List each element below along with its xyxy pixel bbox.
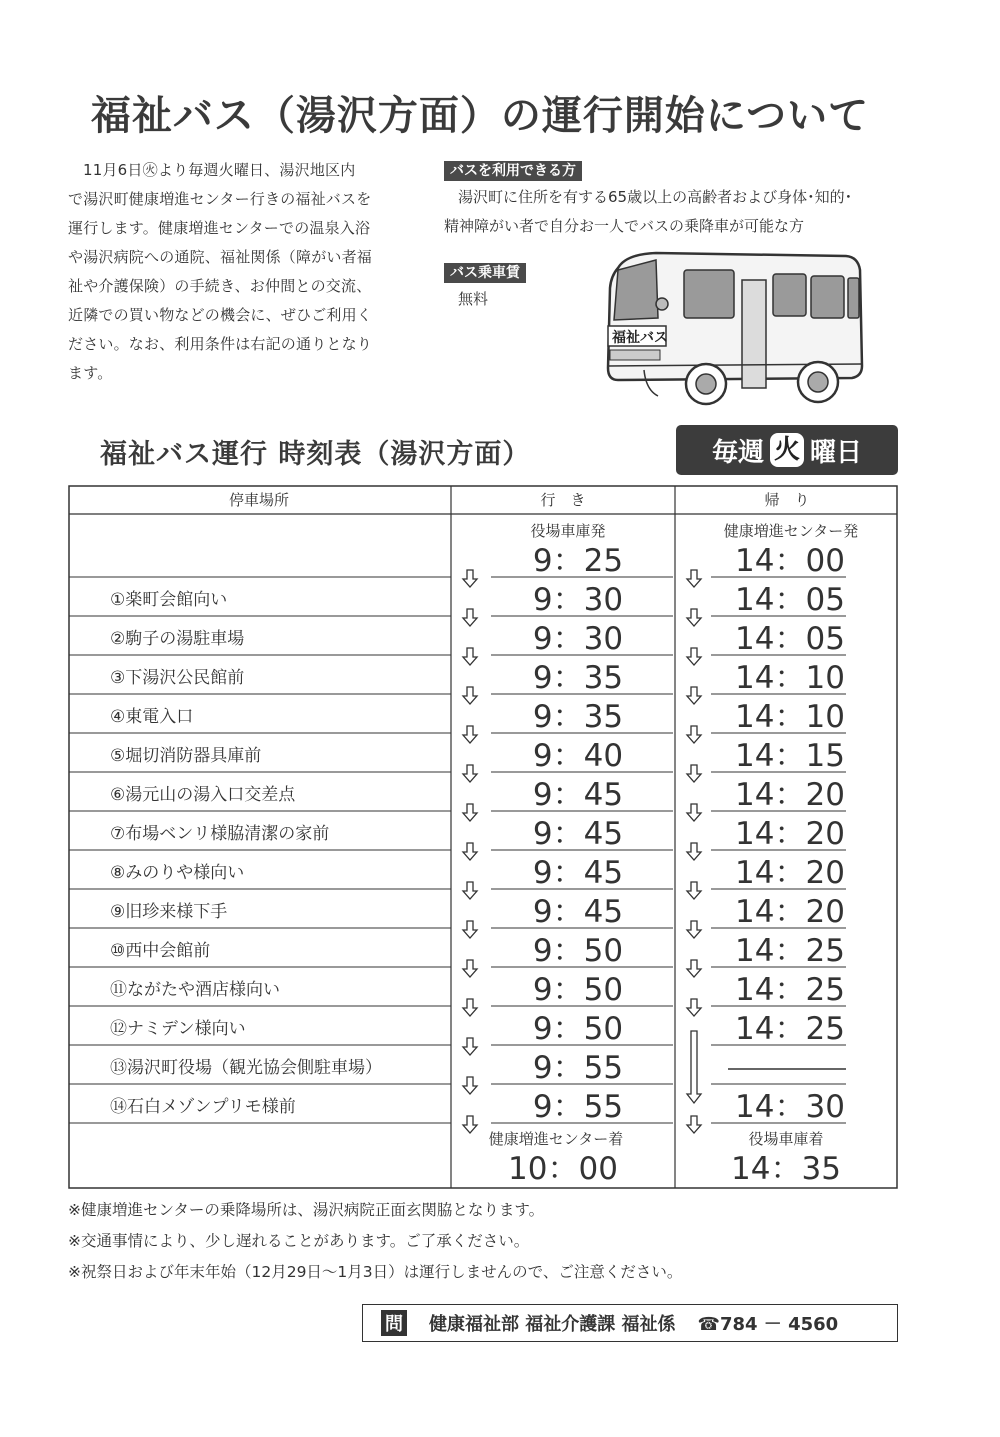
- return-time: 14：25: [735, 1011, 845, 1047]
- down-arrow-icon: [687, 1116, 701, 1133]
- table-row: [110, 738, 845, 774]
- down-arrow-icon: [687, 726, 701, 743]
- table-row: [110, 660, 845, 696]
- down-arrow-icon: [463, 1038, 477, 1055]
- fare-label: バス乗車賃: [444, 263, 526, 283]
- return-time: 14：20: [735, 816, 845, 852]
- down-arrow-icon: [687, 960, 701, 977]
- fare-section: [444, 262, 526, 314]
- outbound-time: 9：45: [532, 855, 624, 891]
- stop-name: ②駒子の湯駐車場: [110, 629, 245, 649]
- intro-line: ます。: [68, 364, 113, 382]
- table-row: [110, 972, 845, 1008]
- inquiry-mark: 問: [381, 1310, 407, 1336]
- down-arrow-icon: [463, 843, 477, 860]
- down-arrow-icon: [687, 999, 701, 1016]
- intro-line: で湯沢町健康増進センター行きの福祉バスを: [68, 190, 372, 208]
- down-arrow-icon: [687, 804, 701, 821]
- down-arrow-icon: [463, 999, 477, 1016]
- outbound-time: 9：55: [532, 1050, 624, 1086]
- stop-name: ①楽町会館向い: [110, 590, 228, 610]
- down-arrow-icon: [463, 960, 477, 977]
- intro-line: 祉や介護保険）の手続き、お仲間との交流、: [68, 277, 372, 295]
- down-arrow-icon: [687, 570, 701, 587]
- header-outbound: 行 き: [540, 491, 586, 509]
- outbound-time: 9：50: [532, 972, 624, 1008]
- stop-name: ④東電入口: [110, 707, 194, 727]
- down-arrow-icon: [687, 609, 701, 626]
- note-line: ※祝祭日および年末年始（12月29日～1月3日）は運行しませんので、ご注意ください。: [68, 1263, 683, 1281]
- down-arrow-icon: [463, 921, 477, 938]
- contact-department: 健康福祉部 福祉介護課 福祉係: [429, 1314, 676, 1335]
- outbound-time: 9：30: [532, 621, 624, 657]
- contact-phone: ☎784 － 4560: [697, 1314, 839, 1335]
- header-return: 帰 り: [764, 491, 810, 509]
- down-arrow-icon: [463, 1077, 477, 1094]
- outbound-time: 9：35: [532, 660, 624, 696]
- eligibility-section: [444, 160, 954, 241]
- outbound-time: 9：40: [532, 738, 624, 774]
- intro-line: 近隣での買い物などの機会に、ぜひご利用く: [68, 306, 373, 324]
- start-return-time: 14：00: [735, 543, 845, 579]
- timetable-rows: [110, 582, 846, 1125]
- down-arrow-icon: [687, 882, 701, 899]
- return-time: 14：30: [735, 1089, 845, 1125]
- end-return-label: 役場車庫着: [748, 1130, 824, 1148]
- down-arrow-icon: [687, 765, 701, 782]
- down-arrow-icon: [687, 648, 701, 665]
- contact-box: [362, 1304, 898, 1342]
- bus-sign: 福祉バス: [612, 330, 668, 346]
- stop-name: ⑬湯沢町役場（観光協会側駐車場）: [110, 1058, 382, 1078]
- bus-icon: [596, 248, 871, 413]
- fare-value: 無料: [458, 290, 489, 308]
- stop-name: ⑭石白メゾンプリモ様前: [110, 1097, 296, 1117]
- return-time: 14：20: [735, 894, 845, 930]
- table-row: [110, 699, 845, 735]
- weekly-prefix: 毎週: [711, 437, 764, 468]
- stop-name: ⑨旧珍来様下手: [110, 902, 228, 922]
- intro-line: ださい。なお、利用条件は右記の通りとなり: [68, 335, 373, 353]
- down-arrow-icon: [463, 570, 477, 587]
- return-time: 14：25: [735, 972, 845, 1008]
- notes: [68, 1195, 948, 1288]
- intro-paragraph: [68, 156, 413, 388]
- stop-name: ⑫ナミデン様向い: [110, 1019, 246, 1039]
- table-row: [110, 1011, 845, 1047]
- return-time: 14：10: [735, 699, 845, 735]
- return-time: 14：05: [735, 621, 845, 657]
- outbound-time: 9：50: [532, 1011, 624, 1047]
- outbound-time: 9：50: [532, 933, 624, 969]
- stop-name: ③下湯沢公民館前: [110, 668, 245, 688]
- down-arrow-icon: [463, 609, 477, 626]
- intro-line: や湯沢病院への通院、福祉関係（障がい者福: [68, 248, 373, 266]
- down-arrow-icon: [463, 882, 477, 899]
- timetable: [68, 485, 898, 1189]
- eligibility-label: バスを利用できる方: [444, 161, 582, 181]
- weekly-day: 火: [770, 433, 804, 467]
- intro-line: 運行します。健康増進センターでの温泉入浴: [68, 219, 371, 237]
- return-time: 14：25: [735, 933, 845, 969]
- eligibility-line: 湯沢町に住所を有する65歳以上の高齢者および身体･知的･: [458, 188, 853, 206]
- table-row: [110, 894, 845, 930]
- weekly-suffix: 曜日: [810, 437, 863, 468]
- table-row: [110, 1050, 846, 1086]
- end-return-time: 14：35: [731, 1151, 841, 1187]
- table-row: [110, 855, 845, 891]
- stop-name: ⑩西中会館前: [110, 941, 211, 961]
- return-time: 14：10: [735, 660, 845, 696]
- stop-name: ⑪ながたや酒店様向い: [110, 980, 280, 1000]
- return-time: 14：20: [735, 777, 845, 813]
- table-row: [110, 1089, 845, 1125]
- outbound-time: 9：45: [532, 816, 624, 852]
- down-arrow-icon: [687, 843, 701, 860]
- start-return-label: 健康増進センター発: [723, 522, 859, 540]
- return-time: 14：15: [735, 738, 845, 774]
- outbound-time: 9：45: [532, 777, 624, 813]
- down-arrow-icon: [687, 687, 701, 704]
- start-outbound-time: 9：25: [532, 543, 624, 579]
- outbound-time: 9：30: [532, 582, 624, 618]
- down-arrow-icon: [463, 726, 477, 743]
- weekly-badge: [676, 425, 898, 475]
- down-arrow-icon: [463, 804, 477, 821]
- down-arrow-icon: [463, 765, 477, 782]
- stop-name: ⑧みのりや様向い: [110, 863, 245, 883]
- stop-name: ⑤堀切消防器具庫前: [110, 746, 262, 766]
- down-arrow-icon: [687, 921, 701, 938]
- stop-name: ⑥湯元山の湯入口交差点: [110, 785, 296, 805]
- long-down-arrow-icon: [687, 1031, 701, 1103]
- outbound-time: 9：45: [532, 894, 624, 930]
- down-arrow-icon: [463, 648, 477, 665]
- table-row: [110, 933, 845, 969]
- eligibility-line: 精神障がい者で自分お一人でバスの乗降車が可能な方: [444, 217, 805, 235]
- note-line: ※健康増進センターの乗降場所は、湯沢病院正面玄関脇となります。: [68, 1201, 545, 1219]
- table-row: [110, 621, 845, 657]
- down-arrow-icon: [463, 687, 477, 704]
- intro-line: 11月6日㊋より毎週火曜日、湯沢地区内: [83, 161, 356, 179]
- note-line: ※交通事情により、少し遅れることがあります。ご了承ください。: [68, 1232, 530, 1250]
- return-time: 14：20: [735, 855, 845, 891]
- table-row: [110, 816, 845, 852]
- table-row: [110, 582, 845, 618]
- end-outbound-label: 健康増進センター着: [488, 1130, 624, 1148]
- table-row: [110, 777, 845, 813]
- stop-name: ⑦布場ベンリ様脇清潔の家前: [110, 824, 330, 844]
- outbound-time: 9：35: [532, 699, 624, 735]
- page-title: 福祉バス（湯沢方面）の運行開始について: [90, 93, 870, 139]
- header-stop: 停車場所: [228, 491, 290, 509]
- start-outbound-label: 役場車庫発: [530, 522, 606, 540]
- timetable-title: 福祉バス運行 時刻表（湯沢方面）: [100, 439, 531, 470]
- down-arrow-icon: [463, 1116, 477, 1133]
- outbound-time: 9：55: [532, 1089, 624, 1125]
- end-outbound-time: 10：00: [508, 1151, 618, 1187]
- return-time: 14：05: [735, 582, 845, 618]
